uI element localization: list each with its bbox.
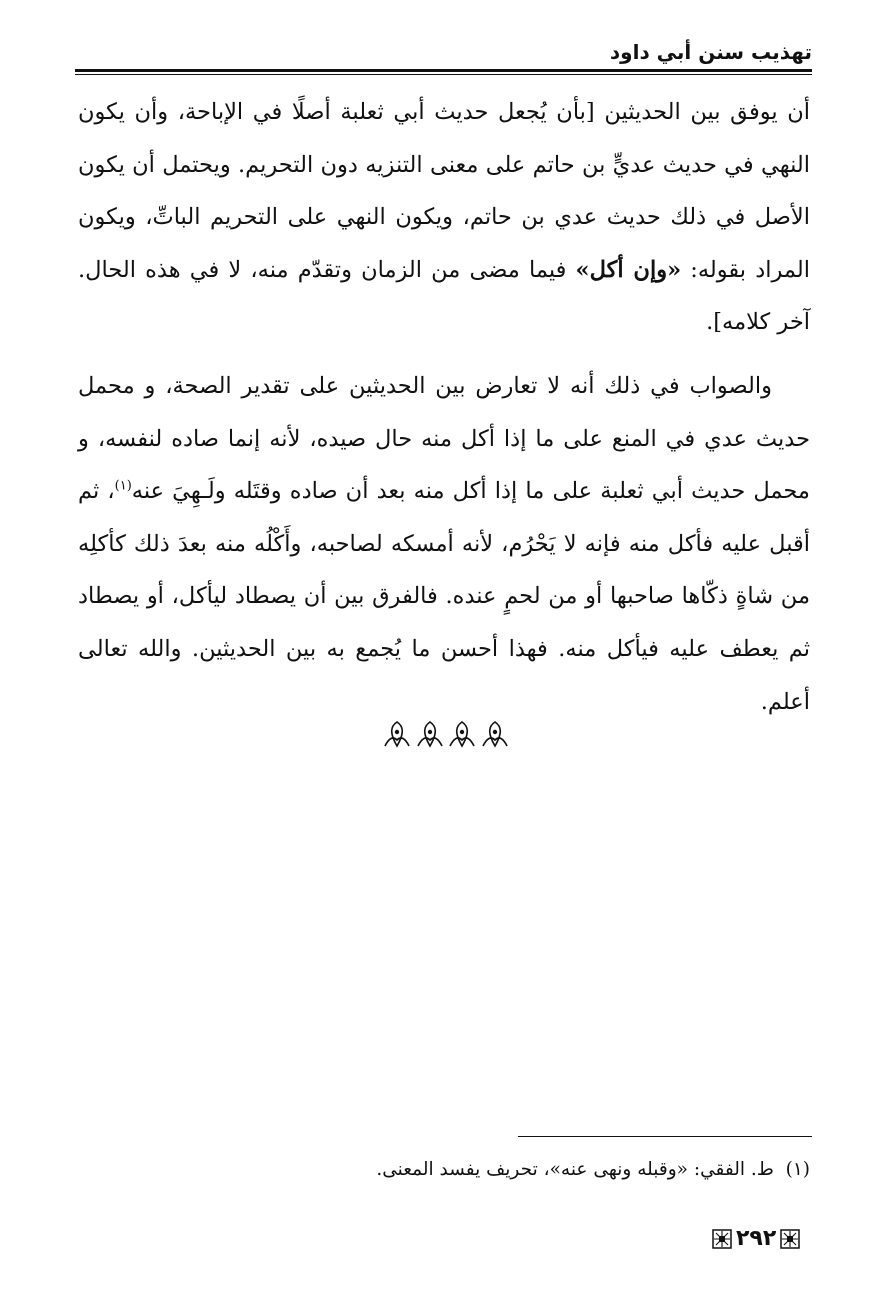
page-number-text: ٢٩٢ [736,1226,777,1251]
paragraph-2-text-b: ، ثم أقبل عليه فأكل منه فإنه لا يَحْرُم، لأنه أمسكه لصاحبه، وأَكْلُه منه بعدَ ذلك كأكلِه من شاةٍ ذكّاها صاحبها أو من لحمٍ عنده. فالفرق بين أن يصطاد ليأكل، أو يصطاد ثم يعطف عليه فيأكل منه. فهذا أحسن ما يُجمع به بين الحديثين. والله تعالى أعلم. [78,478,810,715]
paragraph-1-text-b: فيما مضى من الزمان وتقدّم منه، لا في هذه الحال. آخر كلامه]. [78,256,810,336]
page-number [712,1222,812,1256]
header-rule-thick [75,69,812,72]
ornamental-square-icon [780,1229,800,1249]
footnote-marker: (١) [785,1159,810,1180]
quoted-phrase: «وإن أكل» [575,256,682,283]
paragraph-1 [78,86,810,349]
floral-ornament-unit [448,720,476,748]
floral-ornament-icon [383,720,509,748]
floral-ornament-unit [383,720,411,748]
body-text [78,86,810,728]
floral-ornament-unit [416,720,444,748]
header-rule-thin [75,74,812,75]
footnote [120,1150,810,1190]
paragraph-1-text-a: أن يوفق بين الحديثين [بأن يُجعل حديث أبي ثعلبة أصلًا في الإباحة، وأن يكون النهي في حديث عديٍّ بن حاتم على معنى التنزيه دون التحريم. ويحتمل أن يكون الأصل في ذلك حديث عدي بن حاتم، ويكون النهي على التحريم الباتِّ، ويكون المراد بقوله: [78,99,810,283]
paragraph-2 [78,360,810,728]
floral-ornament-unit [481,720,509,748]
running-head: تهذيب سنن أبي داود [609,40,812,64]
paragraph-2-text-a: والصواب في ذلك أنه لا تعارض بين الحديثين على تقدير الصحة، و محمل حديث عدي في المنع على ما إذا أكل منه حال صيده، لأنه إنما صاده لنفسه، و محمل حديث أبي ثعلبة على ما إذا أكل منه بعد أن صاده وقتَله ولَـهِيَ عنه [78,372,810,505]
footnote-text: ط. الفقي: «وقبله ونهى عنه»، تحريف يفسد المعنى. [376,1159,774,1180]
ornamental-square-icon [712,1229,732,1249]
footnote-reference: (١) [114,478,132,494]
footnote-rule [518,1136,812,1137]
